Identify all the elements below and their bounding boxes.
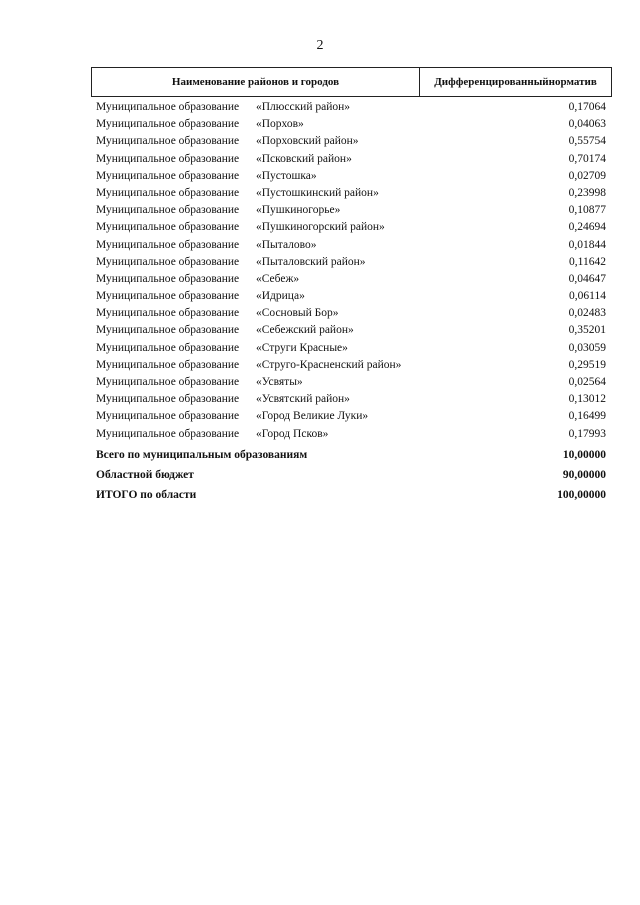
row-value: 0,29519: [568, 358, 606, 371]
page-number: 2: [316, 38, 324, 53]
totals-section: [96, 445, 606, 505]
row-place: «Плюсский район»: [256, 101, 351, 113]
table-row: [96, 219, 606, 236]
row-place: «Сосновый Бор»: [256, 307, 339, 320]
row-place: «Пустошкинский район»: [256, 186, 379, 199]
row-value: 0,16499: [568, 410, 606, 423]
row-place: «Струго-Красненский район»: [256, 358, 402, 371]
table-row: [96, 426, 606, 443]
table-row: [96, 374, 606, 391]
table-row: [96, 254, 606, 271]
row-kind: Муниципальное образование: [96, 341, 240, 354]
total-value: 90,00000: [562, 469, 606, 481]
row-value: 0,10877: [568, 204, 606, 217]
row-place: «Город Псков»: [256, 427, 329, 440]
row-kind: Муниципальное образование: [96, 101, 240, 113]
total-label: ИТОГО по области: [96, 489, 197, 501]
row-value: 0,11642: [569, 255, 606, 268]
row-kind: Муниципальное образование: [96, 358, 240, 371]
row-place: «Струги Красные»: [256, 341, 348, 354]
table-row: [96, 202, 606, 219]
row-kind: Муниципальное образование: [96, 427, 240, 440]
total-label: Всего по муниципальным образованиям: [96, 449, 308, 461]
total-value: 100,00000: [557, 489, 606, 501]
row-value: 0,02483: [568, 307, 606, 320]
row-kind: Муниципальное образование: [96, 410, 240, 423]
row-place: «Пушкиногорский район»: [256, 221, 385, 234]
table-row: [96, 408, 606, 425]
table-row: [96, 271, 606, 288]
row-value: 0,35201: [568, 324, 606, 337]
row-kind: Муниципальное образование: [96, 204, 240, 217]
row-kind: Муниципальное образование: [96, 393, 240, 406]
row-kind: Муниципальное образование: [96, 376, 240, 388]
table-row: [96, 151, 606, 168]
row-place: «Идрица»: [256, 290, 305, 303]
column-header-norm: [420, 68, 611, 96]
row-value: 0,70174: [568, 152, 606, 165]
row-place: «Усвяты»: [256, 376, 303, 388]
row-value: 0,04647: [568, 272, 606, 285]
row-place: «Усвятский район»: [256, 393, 350, 406]
row-place: «Себежский район»: [256, 324, 354, 337]
row-value: 0,23998: [568, 186, 606, 199]
table-row: [96, 185, 606, 202]
row-kind: Муниципальное образование: [96, 135, 240, 148]
row-place: «Порхов»: [256, 118, 304, 131]
total-label: Областной бюджет: [96, 469, 194, 481]
row-value: 0,01844: [568, 238, 606, 251]
table-body: [96, 99, 606, 443]
table-row: [96, 322, 606, 339]
row-value: 0,06114: [569, 290, 606, 303]
table-row: [96, 357, 606, 374]
row-value: 0,55754: [568, 135, 606, 148]
row-value: 0,13012: [568, 393, 606, 406]
table-row: [96, 133, 606, 150]
total-row-grand-total: [96, 485, 606, 505]
row-value: 0,02564: [568, 376, 606, 388]
row-kind: Муниципальное образование: [96, 118, 240, 131]
row-kind: Муниципальное образование: [96, 290, 240, 303]
row-value: 0,02709: [568, 169, 606, 182]
table-row: [96, 116, 606, 133]
table-row: [96, 168, 606, 185]
row-value: 0,17064: [568, 101, 606, 113]
total-row-regional-budget: [96, 465, 606, 485]
table-header: [91, 67, 612, 97]
row-kind: Муниципальное образование: [96, 169, 240, 182]
row-place: «Псковский район»: [256, 152, 352, 165]
row-kind: Муниципальное образование: [96, 238, 240, 251]
table-row: [96, 391, 606, 408]
row-kind: Муниципальное образование: [96, 152, 240, 165]
column-header-name: Наименование районов и городов: [92, 68, 420, 96]
row-place: «Пыталово»: [256, 238, 317, 251]
row-kind: Муниципальное образование: [96, 272, 240, 285]
row-kind: Муниципальное образование: [96, 324, 240, 337]
row-place: «Себеж»: [256, 272, 300, 285]
row-kind: Муниципальное образование: [96, 307, 240, 320]
row-kind: Муниципальное образование: [96, 255, 240, 268]
table-row: [96, 340, 606, 357]
column-header-norm-line2: норматив: [548, 76, 597, 88]
row-place: «Пушкиногорье»: [256, 204, 341, 217]
row-value: 0,24694: [568, 221, 606, 234]
row-value: 0,17993: [568, 427, 606, 440]
table-row: [96, 99, 606, 116]
table-row: [96, 237, 606, 254]
row-value: 0,04063: [568, 118, 606, 131]
row-value: 0,03059: [568, 341, 606, 354]
table-row: [96, 305, 606, 322]
row-kind: Муниципальное образование: [96, 186, 240, 199]
column-header-norm-line1: Дифференцированный: [434, 76, 549, 88]
total-row-municipal: [96, 445, 606, 465]
row-place: «Порховский район»: [256, 135, 359, 148]
table-row: [96, 288, 606, 305]
row-place: «Город Великие Луки»: [256, 410, 369, 423]
row-place: «Пустошка»: [256, 169, 317, 182]
row-place: «Пыталовский район»: [256, 255, 366, 268]
total-value: 10,00000: [562, 449, 606, 461]
row-kind: Муниципальное образование: [96, 221, 240, 234]
